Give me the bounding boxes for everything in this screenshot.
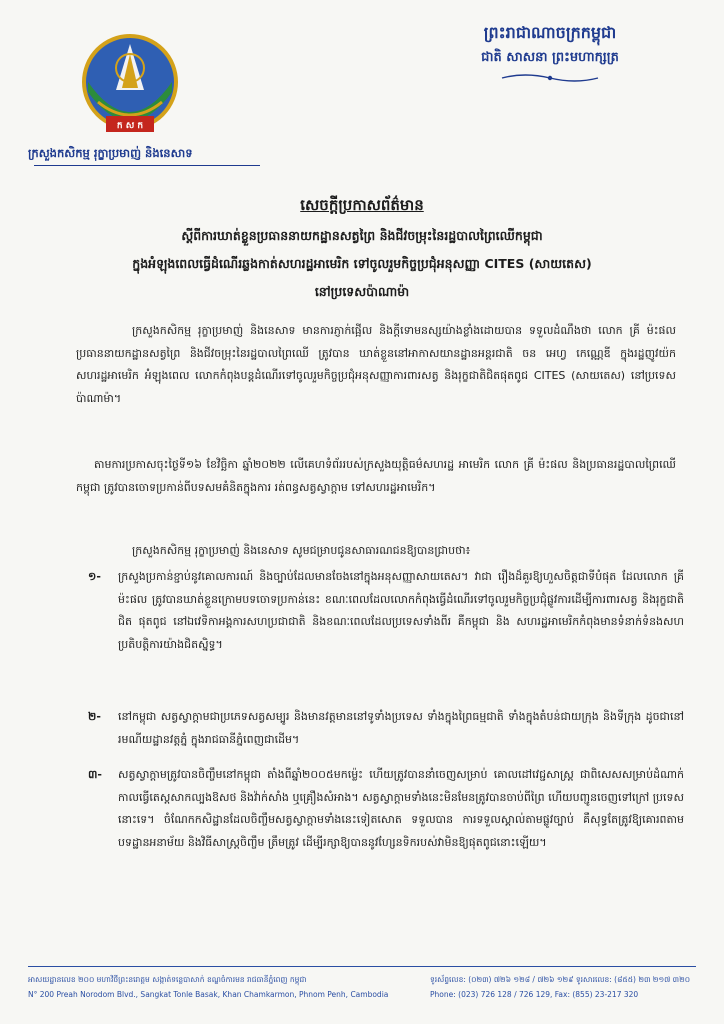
- ornament-divider-icon: [500, 72, 600, 84]
- item-number: ៣-: [88, 768, 102, 781]
- kingdom-heading: ព្រះរាជាណាចក្រកម្ពុជា: [483, 23, 617, 42]
- item-number: ១-: [88, 570, 101, 583]
- body-paragraph: ក្រសួងកសិកម្ម រុក្ខាប្រមាញ់ និងនេសាទ សូមជម្រាបជូនសាធារណជនឱ្យបានជ្រាបថា៖: [132, 544, 471, 557]
- body-paragraph: ក្រសួងកសិកម្ម រុក្ខាប្រមាញ់ និងនេសាទ មានការភ្ញាក់ផ្អើល និងក្តីទោមនស្សយ៉ាងខ្លាំងដោយបាន ទទួលដំណឹងថា លោក គ្រី ម៉ះផល ប្រធាននាយកដ្ឋានសត្វព្រៃ និងជីវចម្រុះនៃរដ្ឋបាលព្រៃឈើ ត្រូវបាន ឃាត់ខ្លួននៅអាកាសយានដ្ឋានអន្តរជាតិ ចន អេហ្វ កេណ្ណេឌី ក្នុងរដ្ឋញូវយ៉ក សហរដ្ឋអាមេរិក អំឡុងពេល លោកកំពុងបន្តដំណើរទៅចូលរួមកិច្ចប្រជុំអនុសញ្ញាការពារសត្វ និងរុក្ខជាតិជិតផុតពូជ CITES (សាយតេស) នៅប្រទេសប៉ាណាម៉ា។: [76, 324, 676, 405]
- national-motto: ជាតិ សាសនា ព្រះមហាក្សត្រ: [481, 50, 619, 65]
- subtitle-line: នៅប្រទេសប៉ាណាម៉ា: [314, 284, 410, 299]
- footer-address-khmer: អាសយដ្ឋានលេខ ២០០ មហាវិថីព្រះនរោត្តម សង្កាត់ទន្លេបាសាក់ ខណ្ឌចំការមន រាជធានីភ្នំពេញ កម្ពុជា: [28, 975, 307, 984]
- body-paragraph: តាមការប្រកាសចុះថ្ងៃទី១៦ ខែវិច្ឆិកា ឆ្នាំ២០២២ លើគេហទំព័ររបស់ក្រសួងយុត្តិធម៌សហរដ្ឋ អាមេរិក លោក គ្រី ម៉ះផល និងប្រធានរដ្ឋបាលព្រៃឈើកម្ពុជា ត្រូវបានចោទប្រកាន់ពីបទសមគំនិតក្នុងការ រត់ពន្ធសត្វស្វាក្តាម ទៅសហរដ្ឋអាមេរិក។: [76, 458, 676, 494]
- footer-address-english: N° 200 Preah Norodom Blvd., Sangkat Tonle Basak, Khan Chamkarmon, Phnom Penh, Cambodia: [28, 990, 389, 999]
- item-text: សត្វស្វាក្តាមត្រូវបានចិញ្ចឹមនៅកម្ពុជា តាំងពីឆ្នាំ២០០៥មកម្ល៉េះ ហើយត្រូវបាននាំចេញសម្រាប់ គោលដៅវេជ្ជសាស្ត្រ ជាពិសេសសម្រាប់ដំណាក់កាលធ្វើតេស្តសាកល្បងឱសថ និងវ៉ាក់សាំង ឬគ្រឿងសំអាង។ សត្វស្វាក្តាមទាំងនេះមិនមែនត្រូវបានចាប់ពីព្រៃ ហើយបញ្ជូនចេញទៅក្រៅ ប្រទេសនោះទេ។ ចំណែកកសិដ្ឋានដែលចិញ្ចឹមសត្វស្វាក្តាមទាំងនេះទៀតសោត ទទួលបាន ការទទួលស្គាល់តាមផ្លូវច្បាប់ គឺសុទ្ធតែត្រូវឱ្យគោរពតាមបទដ្ឋានអនាម័យ និងវិធីសាស្ត្រចិញ្ចឹម ត្រឹមត្រូវ ដើម្បីរក្សាឱ្យបាននូវហ្សែនទិករបស់វាមិនឱ្យផុតពូជនោះឡើយ។: [118, 768, 684, 849]
- item-number: ២-: [88, 710, 101, 723]
- footer-divider: [28, 966, 696, 967]
- footer-phone-khmer: ទូរស័ព្ទលេខ: (០២៣) ៧២៦ ១២៨ / ៧២៦ ១២៩ ទូរសារលេខ: (៨៥៥) ២៣ ២១៧ ៣២០: [430, 975, 691, 984]
- ministry-name: ក្រសួងកសិកម្ម រុក្ខាប្រមាញ់ និងនេសាទ: [28, 146, 193, 160]
- item-text: ក្រសួងប្រកាន់ខ្ជាប់នូវគោលការណ៍ និងច្បាប់ដែលមានចែងនៅក្នុងអនុសញ្ញាសាយតេស។ វាជា រឿងដ៏គួរឱ្យហួសចិត្តជាទីបំផុត ដែលលោក គ្រី ម៉ះផល ត្រូវបានឃាត់ខ្លួនក្រោមបទចោទប្រកាន់នេះ ខណៈពេលដែលលោកកំពុងធ្វើដំណើរទៅចូលរួមកិច្ចប្រជុំផ្លូវការដើម្បីការពារសត្វ និងរុក្ខជាតិជិត ផុតពូជ នៅឯវេទិកាអង្គការសហប្រជាជាតិ និងខណៈពេលដែលប្រទេសទាំងពីរ គឺកម្ពុជា និង សហរដ្ឋអាមេរិកកំពុងមានទំនាក់ទំនងសហប្រតិបត្តិការយ៉ាងជិតស្និទ្ធ។: [118, 570, 684, 651]
- subtitle-line: ក្នុងអំឡុងពេលធ្វើដំណើរឆ្លងកាត់សហរដ្ឋអាមេរិក ទៅចូលរួមកិច្ចប្រជុំអនុសញ្ញា CITES (សាយតេស): [132, 256, 592, 271]
- footer-phone-english: Phone: (023) 726 128 / 726 129, Fax: (855) 23-217 320: [430, 990, 639, 999]
- seal-banner-text: ក ស ក: [116, 121, 144, 131]
- subtitle-line: ស្តីពីការឃាត់ខ្លួនប្រធាននាយកដ្ឋានសត្វព្រៃ និងជីវចម្រុះនៃរដ្ឋបាលព្រៃឈើកម្ពុជា: [181, 228, 543, 243]
- document-title: សេចក្តីប្រកាសព័ត៌មាន: [300, 196, 424, 214]
- item-text: នៅកម្ពុជា សត្វស្វាក្តាមជាប្រភេទសត្វសម្បូរ និងមានវត្តមាននៅទូទាំងប្រទេស ទាំងក្នុងព្រៃធម្មជាតិ ទាំងក្នុងតំបន់ជាយក្រុង និងទីក្រុង ដូចជានៅរមណីយដ្ឋានវត្តភ្នំ ក្នុងរាជធានីភ្នំពេញជាដើម។: [118, 710, 684, 746]
- ministry-underline: [34, 165, 260, 166]
- ministry-seal-logo: [78, 32, 182, 140]
